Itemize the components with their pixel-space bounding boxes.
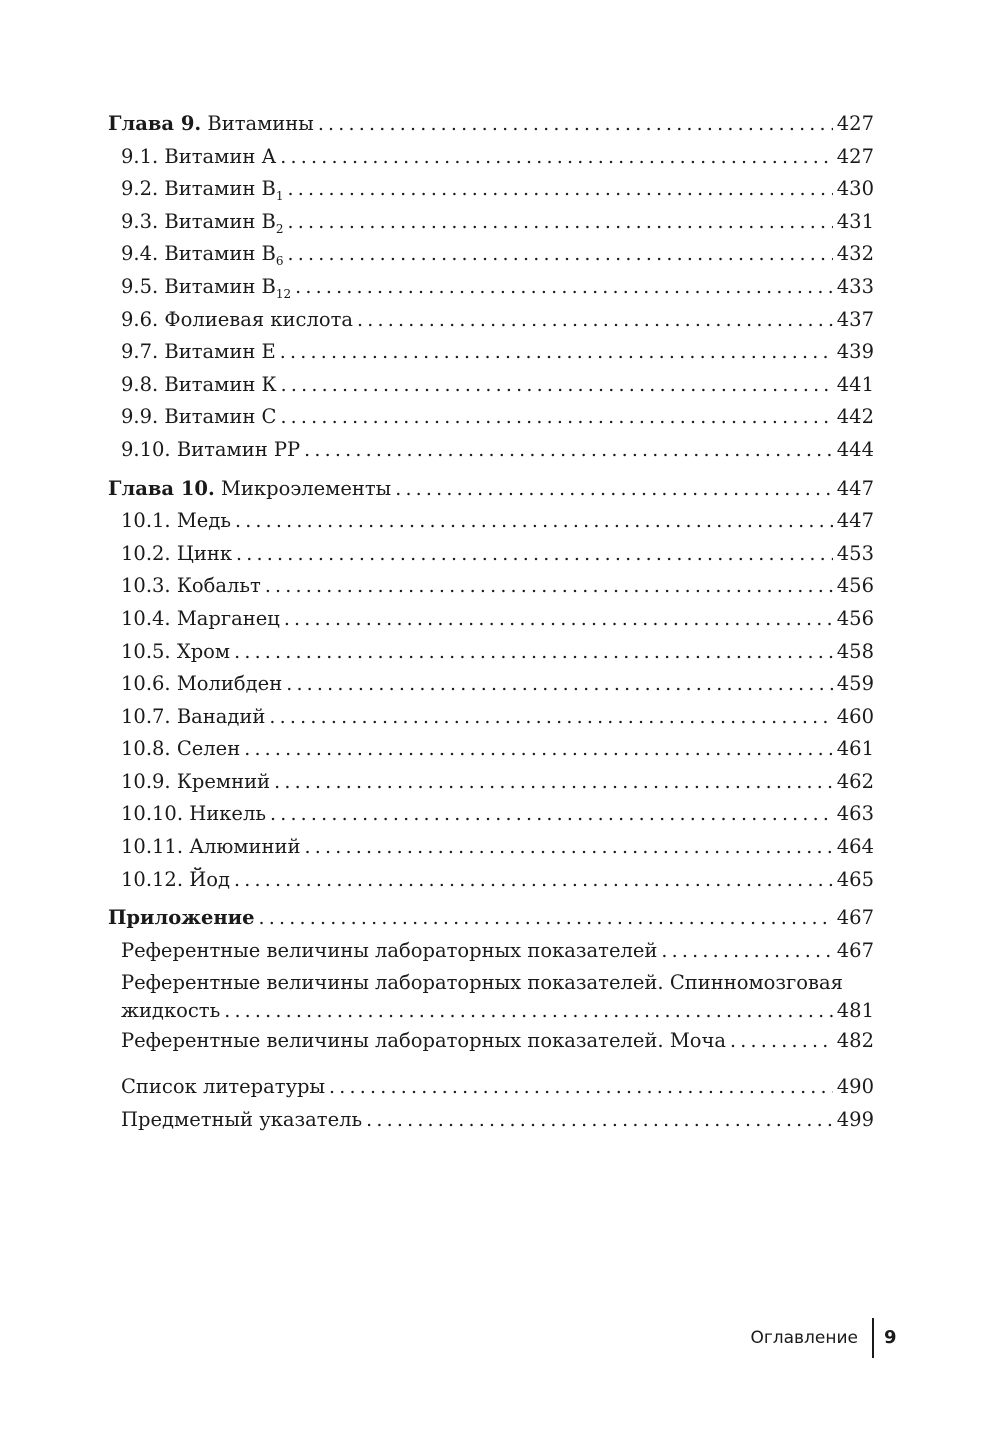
toc-appendix[interactable] — [108, 902, 874, 935]
toc-item[interactable]: 9.5. Витамин $В_{12}$ ..... 433 — [108, 271, 874, 304]
toc-item-multiline[interactable]: Референтные величины лабораторных показателей. Спинномозговая жидкость ..... 481 — [108, 969, 874, 1025]
toc-item[interactable]: Референтные величины лабораторных показателей ..... 467 — [108, 935, 874, 968]
toc-chapter-9[interactable] — [108, 108, 874, 141]
page-number: 9 — [884, 1327, 897, 1348]
toc-item[interactable]: 9.6. Фолиевая кислота ..... 437 — [108, 304, 874, 337]
toc-item[interactable]: 9.9. Витамин С ..... 442 — [108, 401, 874, 434]
toc-item[interactable]: 9.3. Витамин $В_2$ ..... 431 — [108, 206, 874, 239]
toc-item[interactable]: 10.5. Хром ..... 458 — [108, 636, 874, 669]
dot-leader — [259, 903, 833, 935]
toc-item[interactable]: 9.8. Витамин К ..... 441 — [108, 369, 874, 402]
toc-item[interactable]: 9.4. Витамин $В_6$ ..... 432 — [108, 238, 874, 271]
toc-index[interactable]: Предметный указатель ..... 499 — [108, 1104, 874, 1137]
toc-page-number: 467 — [836, 906, 874, 930]
dot-leader — [395, 474, 833, 506]
toc-item[interactable]: 9.10. Витамин РР ..... 444 — [108, 434, 874, 467]
toc-chapter-10[interactable] — [108, 473, 874, 506]
page-footer — [750, 1318, 900, 1358]
toc-page-number: 427 — [836, 112, 874, 135]
toc-item[interactable]: 10.3. Кобальт ..... 456 — [108, 570, 874, 603]
toc-page-number: 447 — [836, 476, 874, 500]
toc-title: Глава 10. Микроэлементы — [108, 476, 392, 500]
toc-item[interactable]: Референтные величины лабораторных показателей. Моча ..... 482 — [108, 1025, 874, 1058]
footer-divider — [872, 1318, 874, 1358]
toc-item[interactable]: 10.4. Марганец ..... 456 — [108, 603, 874, 636]
dot-leader — [318, 109, 833, 141]
table-of-contents — [108, 108, 874, 1136]
toc-title: Глава 9. Витамины — [108, 112, 314, 135]
toc-item[interactable]: 10.8. Селен ..... 461 — [108, 733, 874, 766]
toc-item[interactable]: 10.9. Кремний ..... 462 — [108, 766, 874, 799]
toc-item[interactable]: 10.7. Ванадий ..... 460 — [108, 701, 874, 734]
toc-item[interactable]: 10.12. Йод ..... 465 — [108, 864, 874, 897]
toc-item[interactable]: 10.10. Никель ..... 463 — [108, 798, 874, 831]
toc-item[interactable]: 10.11. Алюминий ..... 464 — [108, 831, 874, 864]
toc-item[interactable]: 10.1. Медь ..... 447 — [108, 505, 874, 538]
toc-title: Приложение — [108, 906, 255, 930]
toc-references[interactable]: Список литературы ..... 490 — [108, 1071, 874, 1104]
running-footer-label: Оглавление — [750, 1328, 858, 1348]
toc-item[interactable]: 9.7. Витамин Е ..... 439 — [108, 336, 874, 369]
toc-item[interactable]: 9.1. Витамин А ..... 427 — [108, 141, 874, 174]
toc-item[interactable]: 10.6. Молибден ..... 459 — [108, 668, 874, 701]
toc-item[interactable]: 9.2. Витамин $В_1$ ..... 430 — [108, 173, 874, 206]
toc-item[interactable]: 10.2. Цинк ..... 453 — [108, 538, 874, 571]
